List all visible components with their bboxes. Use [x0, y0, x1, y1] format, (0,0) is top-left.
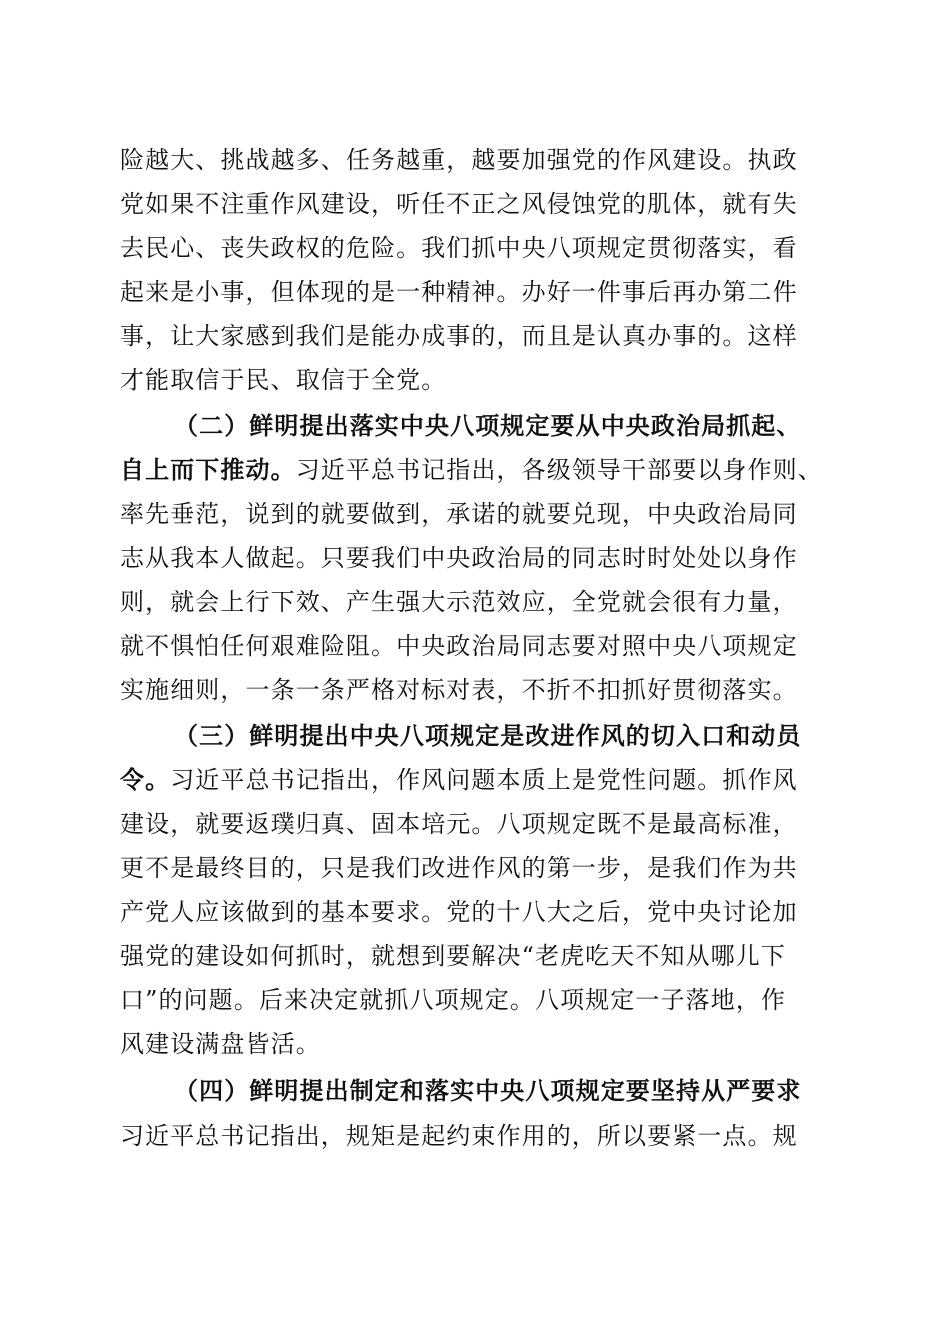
body-text-span: 习近平总书记指出，各级领导干部要以身作则、	[295, 456, 823, 484]
body-text-line: 实施细则，一条一条严格对标对表，不折不扣抓好贯彻落实。	[120, 676, 798, 704]
body-text-line: 更不是最终目的，只是我们改进作风的第一步，是我们作为共	[120, 854, 798, 882]
section-heading-continuation: 自上而下推动。	[120, 455, 296, 484]
body-text-line: 建设，就要返璞归真、固本培元。八项规定既不是最高标准，	[120, 810, 798, 838]
body-text-line	[120, 455, 823, 485]
body-text-line: 险越大、挑战越多、任务越重，越要加强党的作风建设。执政	[120, 146, 798, 174]
body-text-span: 习近平总书记指出，作风问题本质上是党性问题。抓作风	[170, 766, 798, 794]
body-text-line: 口”的问题。后来决定就抓八项规定。八项规定一子落地，作	[120, 986, 786, 1014]
body-text-line: 习近平总书记指出，规矩是起约束作用的，所以要紧一点。规	[120, 1122, 798, 1150]
body-text-line: 风建设满盘皆活。	[120, 1030, 321, 1058]
section-heading: （三）鲜明提出中央八项规定是改进作风的切入口和动员	[174, 721, 802, 750]
body-text-line: 就不惧怕任何艰难险阻。中央政治局同志要对照中央八项规定	[120, 632, 798, 660]
section-heading: （二）鲜明提出落实中央八项规定要从中央政治局抓起、	[174, 411, 802, 440]
body-text-line: 率先垂范，说到的就要做到，承诺的就要兑现，中央政治局同	[120, 500, 798, 528]
body-text-line: 产党人应该做到的基本要求。党的十八大之后，党中央讨论加	[120, 898, 798, 926]
body-text-line: 强党的建设如何抓时，就想到要解决“老虎吃天不知从哪儿下	[120, 942, 786, 970]
body-text-line: 志从我本人做起。只要我们中央政治局的同志时时处处以身作	[120, 544, 798, 572]
body-text-line: 才能取信于民、取信于全党。	[120, 366, 447, 394]
body-text-line: 起来是小事，但体现的是一种精神。办好一件事后再办第二件	[120, 278, 798, 306]
body-text-line	[120, 765, 798, 795]
body-text-line: 则，就会上行下效、产生强大示范效应，全党就会很有力量，	[120, 588, 798, 616]
section-heading-continuation: 令。	[120, 765, 171, 794]
body-text-line: 去民心、丧失政权的危险。我们抓中央八项规定贯彻落实，看	[120, 234, 798, 262]
body-text-line: 党如果不注重作风建设，听任不正之风侵蚀党的肌体，就有失	[120, 190, 798, 218]
section-heading: （四）鲜明提出制定和落实中央八项规定要坚持从严要求	[174, 1076, 802, 1105]
body-text-line: 事，让大家感到我们是能办成事的，而且是认真办事的。这样	[120, 322, 798, 350]
